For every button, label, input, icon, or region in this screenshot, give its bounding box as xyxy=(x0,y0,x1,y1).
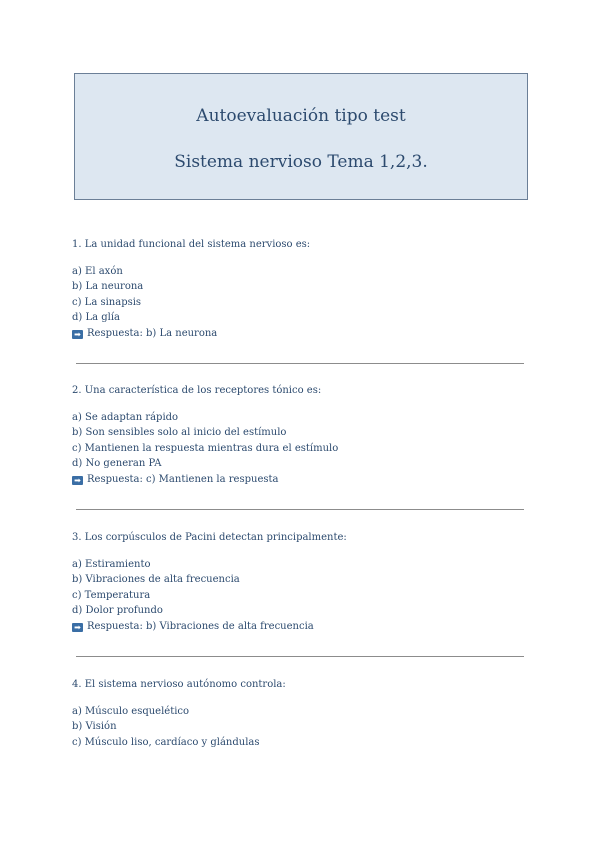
question-text: 2. Una característica de los receptores tónico es: xyxy=(72,385,322,396)
answer-line xyxy=(72,472,532,488)
divider xyxy=(76,509,524,510)
option-b: b) Son sensibles solo al inicio del estímulo xyxy=(72,427,287,439)
answer-text: Respuesta: b) La neurona xyxy=(87,327,218,339)
option-c: c) La sinapsis xyxy=(72,296,142,308)
question-3 xyxy=(72,530,532,635)
option-d: d) Dolor profundo xyxy=(72,605,163,617)
question-4 xyxy=(72,677,532,750)
option-b: b) La neurona xyxy=(72,281,144,293)
document-subtitle: Sistema nervioso Tema 1,2,3. xyxy=(174,152,428,172)
option-a: a) El axón xyxy=(72,265,123,277)
question-1 xyxy=(72,237,532,342)
question-2 xyxy=(72,383,532,488)
option-a: a) Músculo esquelético xyxy=(72,705,190,717)
answer-line xyxy=(72,619,532,635)
option-c: c) Temperatura xyxy=(72,589,151,601)
option-c: c) Músculo liso, cardíaco y glándulas xyxy=(72,736,260,748)
question-text: 1. La unidad funcional del sistema nervioso es: xyxy=(72,239,311,250)
divider xyxy=(76,656,524,657)
right-arrow-icon: ➡ xyxy=(72,476,83,485)
title-box xyxy=(74,73,528,200)
option-b: b) Vibraciones de alta frecuencia xyxy=(72,574,240,586)
option-d: d) No generan PA xyxy=(72,458,162,470)
right-arrow-icon: ➡ xyxy=(72,330,83,339)
answer-text: Respuesta: c) Mantienen la respuesta xyxy=(87,473,279,485)
divider xyxy=(76,363,524,364)
document-title: Autoevaluación tipo test xyxy=(196,106,406,126)
option-d: d) La glía xyxy=(72,312,121,324)
answer-line xyxy=(72,326,532,342)
right-arrow-icon: ➡ xyxy=(72,623,83,632)
option-c: c) Mantienen la respuesta mientras dura el estímulo xyxy=(72,442,339,454)
option-a: a) Estiramiento xyxy=(72,558,151,570)
option-b: b) Visión xyxy=(72,721,117,733)
question-text: 4. El sistema nervioso autónomo controla: xyxy=(72,679,286,690)
answer-text: Respuesta: b) Vibraciones de alta frecuencia xyxy=(87,620,314,632)
option-a: a) Se adaptan rápido xyxy=(72,411,179,423)
question-text: 3. Los corpúsculos de Pacini detectan principalmente: xyxy=(72,532,347,543)
